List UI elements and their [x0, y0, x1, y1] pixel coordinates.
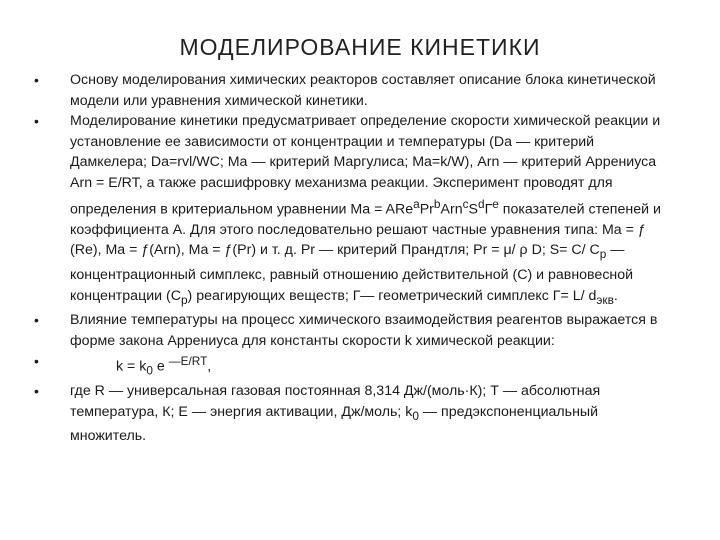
bullet-item — [34, 351, 674, 381]
bullet-text-part: показателей степеней и коэффициента А. Для этого последовательно решают частные уравнения типа: Ma = ƒ (Re), Ma = ƒ(Arn), Ma = ƒ(Pr) и т. д. Pr — критерий Прандтля; Pr = μ/ ρ D; S= C/ C — [70, 201, 661, 259]
bullet-text-part: Моделирование кинетики предусматривает определение скорости химической реакции и установление ее зависимости от концентрации и температуры (Da — критерий Дамкелера; Da=rvl/WC; Ma — критерий Маргулиса; Ma=k/W), Arn — критерий Аррениуса Arn = E/RT, а также расшифровку механизма реакции. Эксперимент проводят для определения в критериальном уравнении Ma = ARe — [70, 113, 661, 218]
subscript: р — [180, 292, 188, 307]
slide-title: МОДЕЛИРОВАНИЕ КИНЕТИКИ — [179, 34, 541, 60]
arrhenius-formula — [70, 351, 211, 381]
subscript: p — [599, 247, 607, 262]
bullet-text-part: — концентрационный симплекс, равный отношению действительной (С) и равновесной концентрации (С — [70, 242, 634, 304]
bullet-text-part: . — [613, 287, 618, 304]
exponent: d — [477, 196, 485, 211]
formula-part: e — [152, 358, 169, 375]
formula-part: , — [207, 358, 212, 375]
exponent: b — [433, 196, 441, 211]
bullet-list — [34, 70, 674, 447]
subscript: экв — [596, 292, 614, 307]
bullet-item — [34, 381, 674, 447]
formula-part: k = k — [116, 358, 147, 375]
bullet-text-part: ) реагирующих веществ; Г— геометрический симплекс Г= L/ d — [187, 287, 597, 304]
criterion-symbol: Arn — [440, 201, 463, 218]
bullet-text-part: — предэкспоненциальный множитель. — [70, 403, 599, 445]
criterion-symbol: Г — [484, 201, 493, 218]
subscript: 0 — [146, 363, 153, 378]
subscript: 0 — [412, 408, 419, 423]
bullet-item — [34, 111, 674, 310]
exponent: a — [413, 196, 420, 211]
bullet-text: Основу моделирования химических реакторов составляет описание блока кинетической модели или уравнения химической кинетики. — [70, 72, 656, 109]
criterion-symbol: S — [468, 201, 478, 218]
exponent: —E/RT — [168, 354, 208, 369]
bullet-item — [34, 310, 674, 351]
exponent: c — [462, 196, 469, 211]
bullet-text: Влияние температуры на процесс химического взаимодействия реагентов выражается в форме закона Аррениуса для константы скорости k химической реакции: — [70, 311, 658, 349]
criterion-symbol: Pr — [419, 201, 434, 218]
exponent: e — [492, 196, 499, 211]
bullet-text-part: где R — универсальная газовая постоянная 8,314 Дж/(моль·К); Т — абсолютная температура, К; Е — энергия активации, Дж/моль; k — [70, 383, 601, 420]
bullet-item — [34, 70, 674, 111]
